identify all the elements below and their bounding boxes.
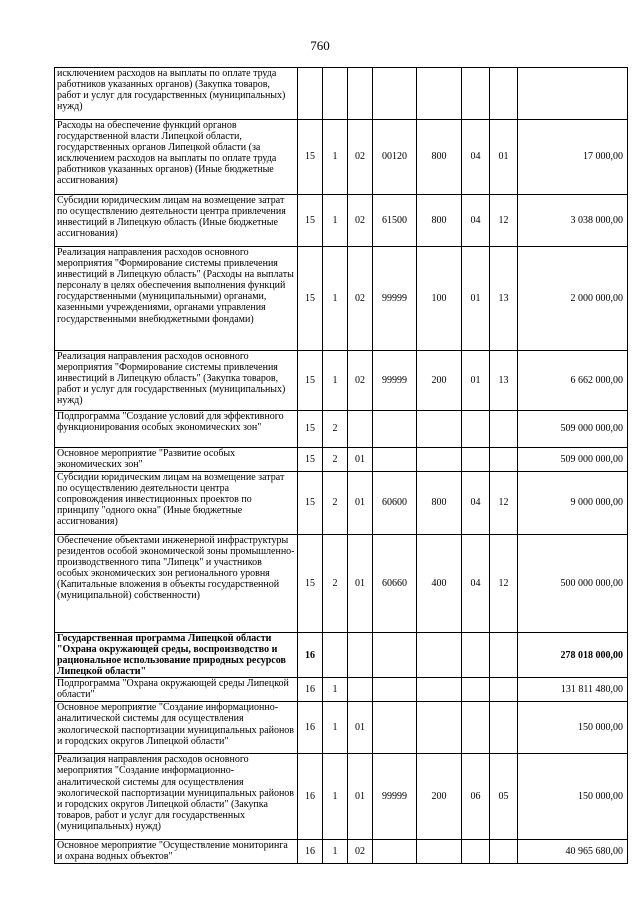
amount-cell: 278 018 000,00 [518, 633, 628, 678]
direction-code-cell: 61500 [373, 195, 417, 247]
program-code-cell [298, 68, 323, 120]
name-cell: Реализация направления расходов основного мероприятия "Формирование системы привлечения инвестиций в Липецкую область" (Расходы на выплаты персоналу в целях обеспечения выполнения функций государственными (муниципальными) органами, казенными учреждениями, органами управления государственными внебюджетными фондами) [55, 247, 298, 351]
expense-type-cell: 200 [417, 754, 462, 840]
section-cell: 04 [462, 195, 490, 247]
direction-code-cell [373, 68, 417, 120]
amount-cell: 40 965 680,00 [518, 840, 628, 864]
name-cell: исключением расходов на выплаты по оплате труда работников указанных органов) (Закупка товаров, работ и услуг для государственных (муниципальных) нужд) [55, 68, 298, 120]
amount-cell: 9 000 000,00 [518, 472, 628, 535]
program-code-cell: 16 [298, 702, 323, 754]
direction-code-cell [373, 448, 417, 472]
subsection-cell [490, 633, 518, 678]
expense-type-cell: 800 [417, 472, 462, 535]
amount-cell: 17 000,00 [518, 120, 628, 195]
program-code-cell: 15 [298, 195, 323, 247]
subprogram-code-cell: 1 [323, 840, 348, 864]
subprogram-code-cell: 2 [323, 411, 348, 448]
subprogram-code-cell: 1 [323, 678, 348, 702]
name-cell: Основное мероприятие "Развитие особых экономических зон" [55, 448, 298, 472]
table-row [55, 754, 628, 840]
subprogram-code-cell: 2 [323, 472, 348, 535]
section-cell: 04 [462, 472, 490, 535]
program-code-cell: 15 [298, 472, 323, 535]
table-row [55, 351, 628, 411]
program-code-cell: 15 [298, 120, 323, 195]
direction-code-cell [373, 702, 417, 754]
subprogram-code-cell [323, 68, 348, 120]
subsection-cell: 12 [490, 195, 518, 247]
program-code-cell: 15 [298, 411, 323, 448]
subprogram-code-cell: 1 [323, 195, 348, 247]
table-row [55, 535, 628, 633]
page-number: 760 [310, 38, 330, 53]
subsection-cell: 12 [490, 472, 518, 535]
expense-type-cell [417, 840, 462, 864]
direction-code-cell: 60600 [373, 472, 417, 535]
expense-type-cell: 100 [417, 247, 462, 351]
expense-type-cell: 400 [417, 535, 462, 633]
name-cell: Реализация направления расходов основного мероприятия "Формирование системы привлечения инвестиций в Липецкую область" (Закупка товаров, работ и услуг для государственных (муниципальных) нужд) [55, 351, 298, 411]
name-cell: Основное мероприятие "Осуществление мониторинга и охрана водных объектов" [55, 840, 298, 864]
subprogram-code-cell: 1 [323, 247, 348, 351]
section-cell: 01 [462, 247, 490, 351]
section-cell [462, 702, 490, 754]
subsection-cell: 13 [490, 351, 518, 411]
name-cell: Государственная программа Липецкой области "Охрана окружающей среды, воспроизводство и рациональное использование природных ресурсов Липецкой области" [55, 633, 298, 678]
amount-cell: 150 000,00 [518, 754, 628, 840]
subsection-cell [490, 411, 518, 448]
table-row [55, 68, 628, 120]
expense-type-cell [417, 411, 462, 448]
amount-cell: 150 000,00 [518, 702, 628, 754]
amount-cell: 500 000 000,00 [518, 535, 628, 633]
direction-code-cell [373, 633, 417, 678]
main-activity-code-cell [348, 68, 373, 120]
amount-cell: 2 000 000,00 [518, 247, 628, 351]
subsection-cell [490, 68, 518, 120]
program-code-cell: 15 [298, 448, 323, 472]
subprogram-code-cell: 1 [323, 351, 348, 411]
table-row [55, 195, 628, 247]
section-cell: 04 [462, 120, 490, 195]
section-cell [462, 448, 490, 472]
table-row [55, 678, 628, 702]
main-activity-code-cell: 02 [348, 247, 373, 351]
table-row [55, 448, 628, 472]
program-code-cell: 16 [298, 754, 323, 840]
section-cell [462, 633, 490, 678]
expense-type-cell [417, 633, 462, 678]
name-cell: Обеспечение объектами инженерной инфраструктуры резидентов особой экономической зоны промышленно-производственного типа "Липецк" и участников особых экономических зон регионального уровня (Капитальные вложения в объекты государственной (муниципальной) собственности) [55, 535, 298, 633]
main-activity-code-cell: 02 [348, 351, 373, 411]
main-activity-code-cell: 01 [348, 472, 373, 535]
expense-type-cell: 800 [417, 120, 462, 195]
section-cell: 04 [462, 535, 490, 633]
main-activity-code-cell [348, 678, 373, 702]
section-cell: 06 [462, 754, 490, 840]
subprogram-code-cell: 1 [323, 754, 348, 840]
direction-code-cell: 00120 [373, 120, 417, 195]
expense-type-cell [417, 678, 462, 702]
subprogram-code-cell [323, 633, 348, 678]
section-cell [462, 411, 490, 448]
table-body [55, 68, 628, 864]
amount-cell: 509 000 000,00 [518, 411, 628, 448]
subprogram-code-cell: 1 [323, 120, 348, 195]
direction-code-cell: 99999 [373, 247, 417, 351]
table-row [55, 702, 628, 754]
main-activity-code-cell: 01 [348, 702, 373, 754]
amount-cell: 509 000 000,00 [518, 448, 628, 472]
program-code-cell: 16 [298, 840, 323, 864]
main-activity-code-cell: 01 [348, 535, 373, 633]
name-cell: Подпрограмма "Охрана окружающей среды Липецкой области" [55, 678, 298, 702]
program-code-cell: 16 [298, 678, 323, 702]
expense-type-cell [417, 68, 462, 120]
amount-cell [518, 68, 628, 120]
direction-code-cell [373, 840, 417, 864]
direction-code-cell: 60660 [373, 535, 417, 633]
expense-type-cell: 800 [417, 195, 462, 247]
main-activity-code-cell: 01 [348, 448, 373, 472]
direction-code-cell [373, 411, 417, 448]
expense-type-cell [417, 702, 462, 754]
subprogram-code-cell: 2 [323, 535, 348, 633]
table-row [55, 411, 628, 448]
program-code-cell: 15 [298, 535, 323, 633]
table-row [55, 120, 628, 195]
amount-cell: 3 038 000,00 [518, 195, 628, 247]
subsection-cell: 01 [490, 120, 518, 195]
main-activity-code-cell: 02 [348, 840, 373, 864]
amount-cell: 131 811 480,00 [518, 678, 628, 702]
budget-table [54, 67, 628, 864]
section-cell [462, 68, 490, 120]
amount-cell: 6 662 000,00 [518, 351, 628, 411]
subsection-cell [490, 448, 518, 472]
name-cell: Субсидии юридическим лицам на возмещение затрат по осуществлению деятельности центра привлечения инвестиций в Липецкую область (Иные бюджетные ассигнования) [55, 195, 298, 247]
subsection-cell [490, 678, 518, 702]
section-cell [462, 840, 490, 864]
name-cell: Расходы на обеспечение функций органов государственной власти Липецкой области, государственных органов Липецкой области (за исключением расходов на выплаты по оплате труда работников указанных органов) (Иные бюджетные ассигнования) [55, 120, 298, 195]
subsection-cell: 05 [490, 754, 518, 840]
direction-code-cell [373, 678, 417, 702]
table-row [55, 472, 628, 535]
subsection-cell: 12 [490, 535, 518, 633]
main-activity-code-cell [348, 411, 373, 448]
section-cell [462, 678, 490, 702]
program-code-cell: 15 [298, 247, 323, 351]
subprogram-code-cell: 2 [323, 448, 348, 472]
program-code-cell: 15 [298, 351, 323, 411]
name-cell: Субсидии юридическим лицам на возмещение затрат по осуществлению деятельности центра сопровождения инвестиционных проектов по принципу "одного окна" (Иные бюджетные ассигнования) [55, 472, 298, 535]
expense-type-cell: 200 [417, 351, 462, 411]
subprogram-code-cell: 1 [323, 702, 348, 754]
main-activity-code-cell [348, 633, 373, 678]
subsection-cell [490, 840, 518, 864]
expense-type-cell [417, 448, 462, 472]
main-activity-code-cell: 02 [348, 120, 373, 195]
name-cell: Реализация направления расходов основного мероприятия "Создание информационно-аналитической системы для осуществления экологической паспортизации муниципальных районов и городских округов Липецкой области" (Закупка товаров, работ и услуг для государственных (муниципальных) нужд) [55, 754, 298, 840]
table-row [55, 840, 628, 864]
name-cell: Основное мероприятие "Создание информационно-аналитической системы для осуществления экологической паспортизации муниципальных районов и городских округов Липецкой области" [55, 702, 298, 754]
program-code-cell: 16 [298, 633, 323, 678]
subsection-cell: 13 [490, 247, 518, 351]
direction-code-cell: 99999 [373, 754, 417, 840]
section-cell: 01 [462, 351, 490, 411]
main-activity-code-cell: 01 [348, 754, 373, 840]
table-row [55, 247, 628, 351]
table-row [55, 633, 628, 678]
main-activity-code-cell: 02 [348, 195, 373, 247]
direction-code-cell: 99999 [373, 351, 417, 411]
name-cell: Подпрограмма "Создание условий для эффективного функционирования особых экономических зон" [55, 411, 298, 448]
subsection-cell [490, 702, 518, 754]
